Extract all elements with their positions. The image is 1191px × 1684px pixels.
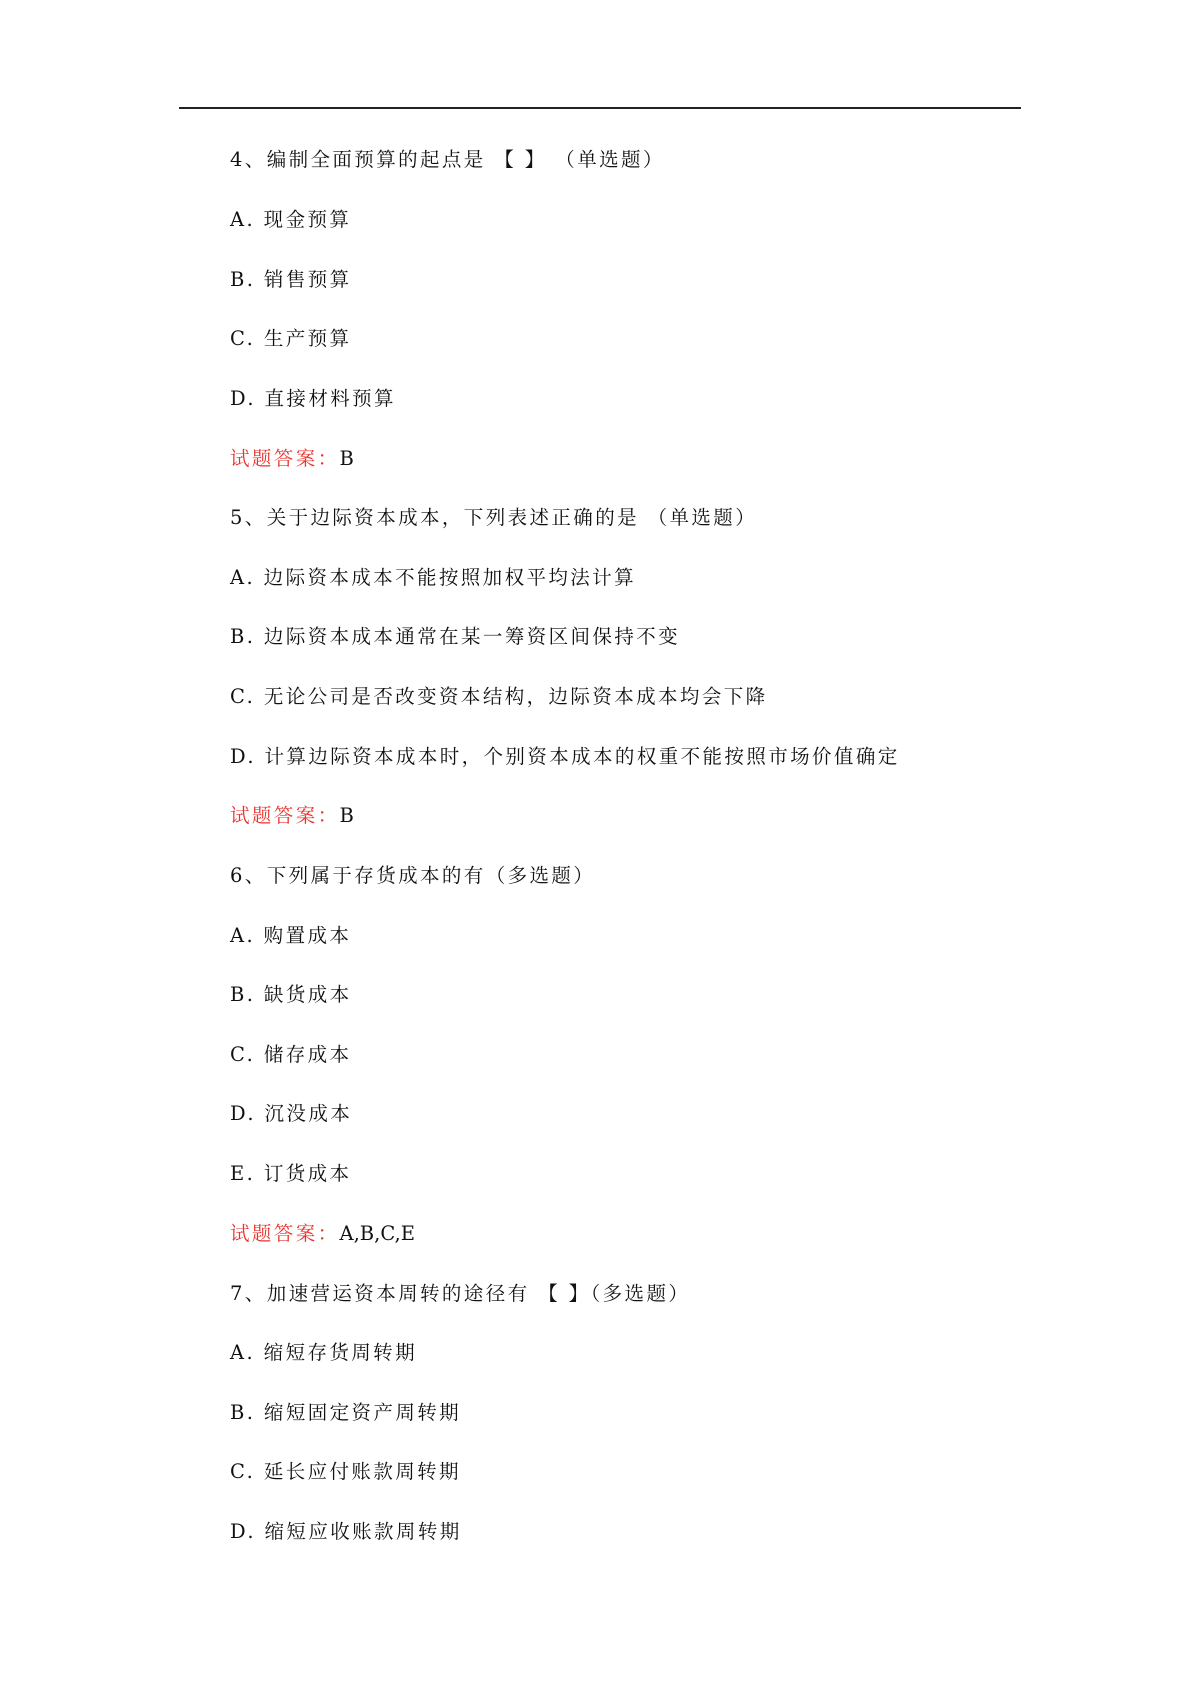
answer-value: B bbox=[339, 804, 354, 827]
question-5-stem: 5、关于边际资本成本，下列表述正确的是 （单选题） bbox=[230, 506, 758, 529]
question-4-option-c: C. 生产预算 bbox=[230, 327, 352, 350]
question-4-stem: 4、编制全面预算的起点是 【 】 （单选题） bbox=[230, 148, 665, 171]
question-7-stem: 7、加速营运资本周转的途径有 【 】（多选题） bbox=[230, 1282, 691, 1305]
question-7-option-b: B. 缩短固定资产周转期 bbox=[230, 1401, 462, 1424]
question-5-answer bbox=[230, 802, 354, 830]
question-4-option-d: D. 直接材料预算 bbox=[230, 387, 396, 410]
answer-value: B bbox=[339, 447, 354, 470]
question-4-answer bbox=[230, 445, 354, 473]
question-6-answer bbox=[230, 1220, 415, 1248]
question-6-option-c: C. 储存成本 bbox=[230, 1043, 352, 1066]
question-6-option-e: E. 订货成本 bbox=[230, 1162, 352, 1185]
question-4-option-a: A. 现金预算 bbox=[230, 208, 352, 231]
question-5-option-b: B. 边际资本成本通常在某一筹资区间保持不变 bbox=[230, 625, 681, 648]
question-7-option-c: C. 延长应付账款周转期 bbox=[230, 1460, 461, 1483]
question-7-option-a: A. 缩短存货周转期 bbox=[230, 1341, 417, 1364]
question-5-option-a: A. 边际资本成本不能按照加权平均法计算 bbox=[230, 566, 636, 589]
header-rule bbox=[179, 107, 1021, 109]
question-6-stem: 6、下列属于存货成本的有（多选题） bbox=[230, 864, 596, 887]
question-6-option-d: D. 沉没成本 bbox=[230, 1102, 353, 1125]
question-6-option-b: B. 缺货成本 bbox=[230, 983, 352, 1006]
question-4-option-b: B. 销售预算 bbox=[230, 268, 352, 291]
question-5-option-d: D. 计算边际资本成本时，个别资本成本的权重不能按照市场价值确定 bbox=[230, 745, 900, 768]
question-6-option-a: A. 购置成本 bbox=[230, 924, 352, 947]
answer-label: 试题答案： bbox=[230, 447, 340, 470]
question-7-option-d: D. 缩短应收账款周转期 bbox=[230, 1520, 462, 1543]
answer-label: 试题答案： bbox=[230, 1222, 340, 1245]
answer-label: 试题答案： bbox=[230, 804, 340, 827]
question-5-option-c: C. 无论公司是否改变资本结构，边际资本成本均会下降 bbox=[230, 685, 768, 708]
answer-value: A,B,C,E bbox=[339, 1222, 415, 1245]
